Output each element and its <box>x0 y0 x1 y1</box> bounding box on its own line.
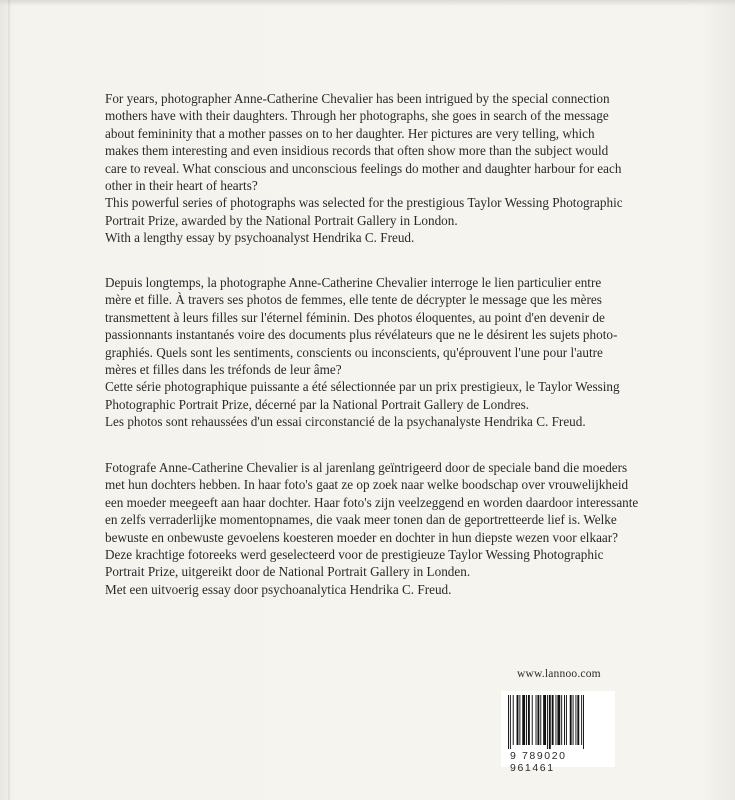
barcode-bar <box>573 695 574 745</box>
text-line: Portrait Prize, awarded by the National Portrait Gallery in London. <box>105 212 458 228</box>
barcode-bar <box>566 695 567 745</box>
barcode-bar <box>577 695 579 745</box>
french-blurb <box>105 274 625 431</box>
barcode-bar <box>532 695 533 745</box>
barcode-bar <box>522 695 525 745</box>
barcode-bar <box>526 695 527 745</box>
text-line: transmettent à leurs filles sur l'éternel féminin. Des photos éloquentes, au point d'en devenir de <box>105 309 605 325</box>
barcode-bar <box>575 695 576 745</box>
barcode-bar <box>557 695 560 745</box>
barcode-bar <box>583 695 584 749</box>
text-line: een moeder meegeeft aan haar dochter. Haar foto's zijn veelzeggend en worden daardoor interessante <box>105 494 639 510</box>
text-line: This powerful series of photographs was selected for the prestigious Taylor Wessing Photographic <box>105 195 623 211</box>
text-line: Les photos sont rehaussées d'un essai circonstancié de la psychanalyste Hendrika C. Freud. <box>105 414 586 430</box>
text-line: bewuste en onbewuste gevoelens koesteren moeder en dochter in hun diepste wezen voor elkaar? <box>105 529 619 545</box>
barcode-bar <box>508 695 509 749</box>
barcode-bar <box>519 695 520 745</box>
text-line: Photographic Portrait Prize, décerné par la National Portrait Gallery de Londres. <box>105 396 530 412</box>
barcode-bar <box>517 695 519 745</box>
barcode-bar <box>537 695 539 745</box>
text-line: Fotografe Anne-Catherine Chevalier is al jarenlang geïntrigeerd door de speciale band die moeders <box>105 460 628 475</box>
barcode-bar <box>556 695 557 745</box>
text-line: passionnants instantanés voire des documents plus révélateurs que ne le désirent les sujets photo- <box>105 327 618 343</box>
text-line: graphiés. Quels sont les sentiments, conscients ou inconscients, qu'éprouvent l'une pour l'autre <box>105 344 603 360</box>
isbn-number: 9 789020 961461 <box>510 750 567 774</box>
barcode-bar <box>513 695 514 745</box>
barcode-bar <box>528 695 530 745</box>
text-line: met hun dochters hebben. In haar foto's gaat ze op zoek naar welke boodschap over vrouwelijkheid <box>105 477 629 493</box>
cover-top-edge <box>0 0 735 6</box>
text-line: mothers have with their daughters. Through her photographs, she goes in search of the message <box>105 108 609 124</box>
text-line: For years, photographer Anne-Catherine Chevalier has been intrigued by the special connection <box>105 91 610 106</box>
barcode-bar <box>549 695 551 749</box>
text-line: Depuis longtemps, la photographe Anne-Catherine Chevalier interroge le lien particulier entre <box>105 275 602 290</box>
barcode-bar <box>552 695 554 745</box>
barcode-bar <box>510 695 511 749</box>
text-line: Portrait Prize, uitgereikt door de National Portrait Gallery in Londen. <box>105 564 471 580</box>
barcode-bar <box>547 695 548 749</box>
barcode-bar <box>581 695 582 745</box>
text-line: mère et fille. À travers ses photos de femmes, elle tente de décrypter le message que les mères <box>105 292 602 308</box>
barcode-bar <box>540 695 541 745</box>
barcode-bar <box>561 695 562 745</box>
text-line: mères et filles dans les tréfonds de leur âme? <box>105 362 342 378</box>
dutch-blurb <box>105 459 639 598</box>
barcode-bar <box>543 695 546 745</box>
publisher-url[interactable]: www.lannoo.com <box>517 668 601 680</box>
cover-spine-fold <box>8 0 10 800</box>
text-line: care to reveal. What conscious and unconscious feelings do mother and daughter harbour for each <box>105 160 622 176</box>
english-blurb <box>105 90 625 247</box>
text-line: en zelfs verraderlijke momentopnames, die vaak meer tonen dan de geportretteerde lief is. Welke <box>105 512 617 528</box>
text-line: Met een uitvoerig essay door psychoanalytica Hendrika C. Freud. <box>105 581 452 597</box>
text-line: other in their heart of hearts? <box>105 178 258 194</box>
text-line: Deze krachtige fotoreeks werd geselecteerd voor de prestigieuze Taylor Wessing Photographic <box>105 547 604 563</box>
barcode-bar <box>564 695 565 745</box>
text-line: With a lengthy essay by psychoanalyst Hendrika C. Freud. <box>105 230 415 246</box>
isbn-barcode-icon <box>507 695 611 749</box>
text-line: makes them interesting and even insidious records that often show more than the subject would <box>105 143 609 159</box>
barcode-bar <box>570 695 572 745</box>
text-line: Cette série photographique puissante a été sélectionnée par un prix prestigieux, le Taylor Wessing <box>105 379 620 395</box>
barcode-bar <box>536 695 537 745</box>
text-line: about femininity that a mother passes on to her daughter. Her pictures are very telling, which <box>105 125 595 141</box>
